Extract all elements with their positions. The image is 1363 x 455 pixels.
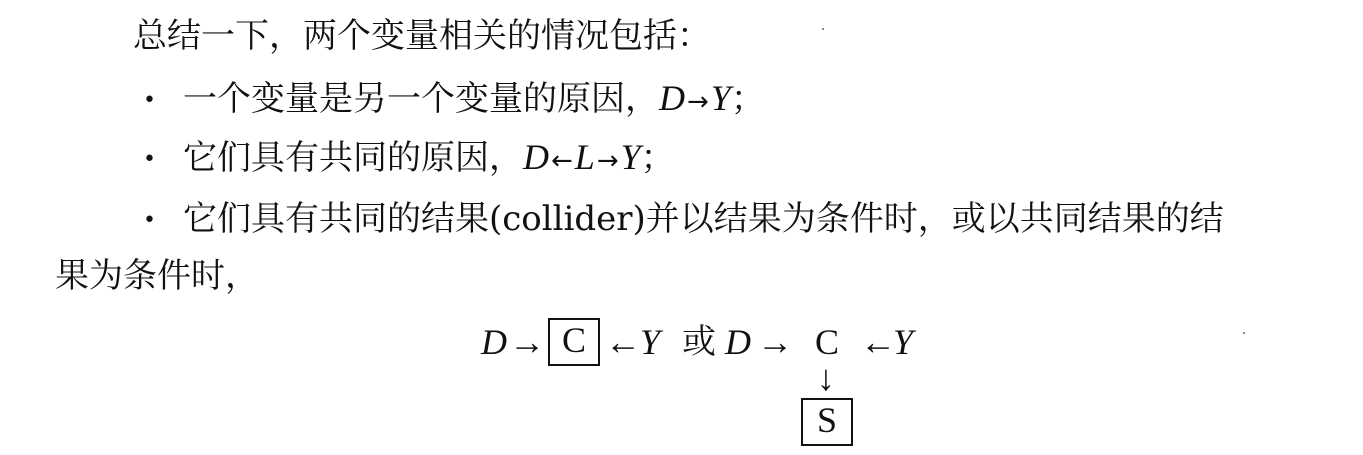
right-arrow-icon: → — [757, 322, 793, 362]
formula-y: Y — [620, 137, 641, 177]
formula-tail: ； — [730, 79, 765, 119]
diagram-right-d: D — [725, 322, 751, 362]
left-arrow-icon: ← — [860, 322, 896, 362]
bullet-continuation: 果为条件时， — [55, 256, 259, 296]
diagram-right-collider: C — [815, 322, 840, 362]
down-arrow-icon: ↓ — [817, 358, 835, 398]
right-arrow-icon: → — [596, 146, 619, 176]
formula-tail: ； — [640, 138, 675, 178]
diagram-descendant-box: S — [801, 398, 853, 446]
diagram-connector: 或 — [682, 322, 716, 362]
diagram-left-d: D — [481, 322, 507, 362]
diagram-left-y: Y — [640, 322, 661, 362]
right-arrow-icon: → — [687, 87, 709, 117]
scan-speck — [1243, 332, 1245, 334]
bullet-text: 它们具有共同的结果(collider)并以结果为条件时，或以共同结果的结 — [183, 199, 1224, 239]
formula-d: D — [523, 137, 549, 177]
right-arrow-icon: → — [509, 322, 545, 362]
summary-intro: 总结一下，两个变量相关的情况包括： — [133, 16, 711, 56]
bullet-item-common-cause — [143, 137, 675, 181]
formula-l: L — [574, 137, 595, 177]
bullet-item-collider — [143, 199, 1224, 241]
bullet-text: 它们具有共同的原因， — [183, 138, 523, 178]
bullet-text: 一个变量是另一个变量的原因， — [183, 79, 659, 119]
left-arrow-icon: ← — [551, 146, 573, 176]
formula-y: Y — [710, 78, 731, 118]
bullet-dot: • — [143, 88, 156, 113]
diagram-right-y: Y — [893, 322, 914, 362]
formula-d: D — [659, 78, 685, 118]
diagram-left-collider-box: C — [548, 318, 600, 366]
left-arrow-icon: ← — [605, 322, 641, 362]
bullet-item-direct-cause — [143, 78, 765, 122]
bullet-dot: • — [143, 208, 156, 233]
scan-speck — [822, 28, 824, 30]
bullet-dot: • — [143, 147, 156, 172]
